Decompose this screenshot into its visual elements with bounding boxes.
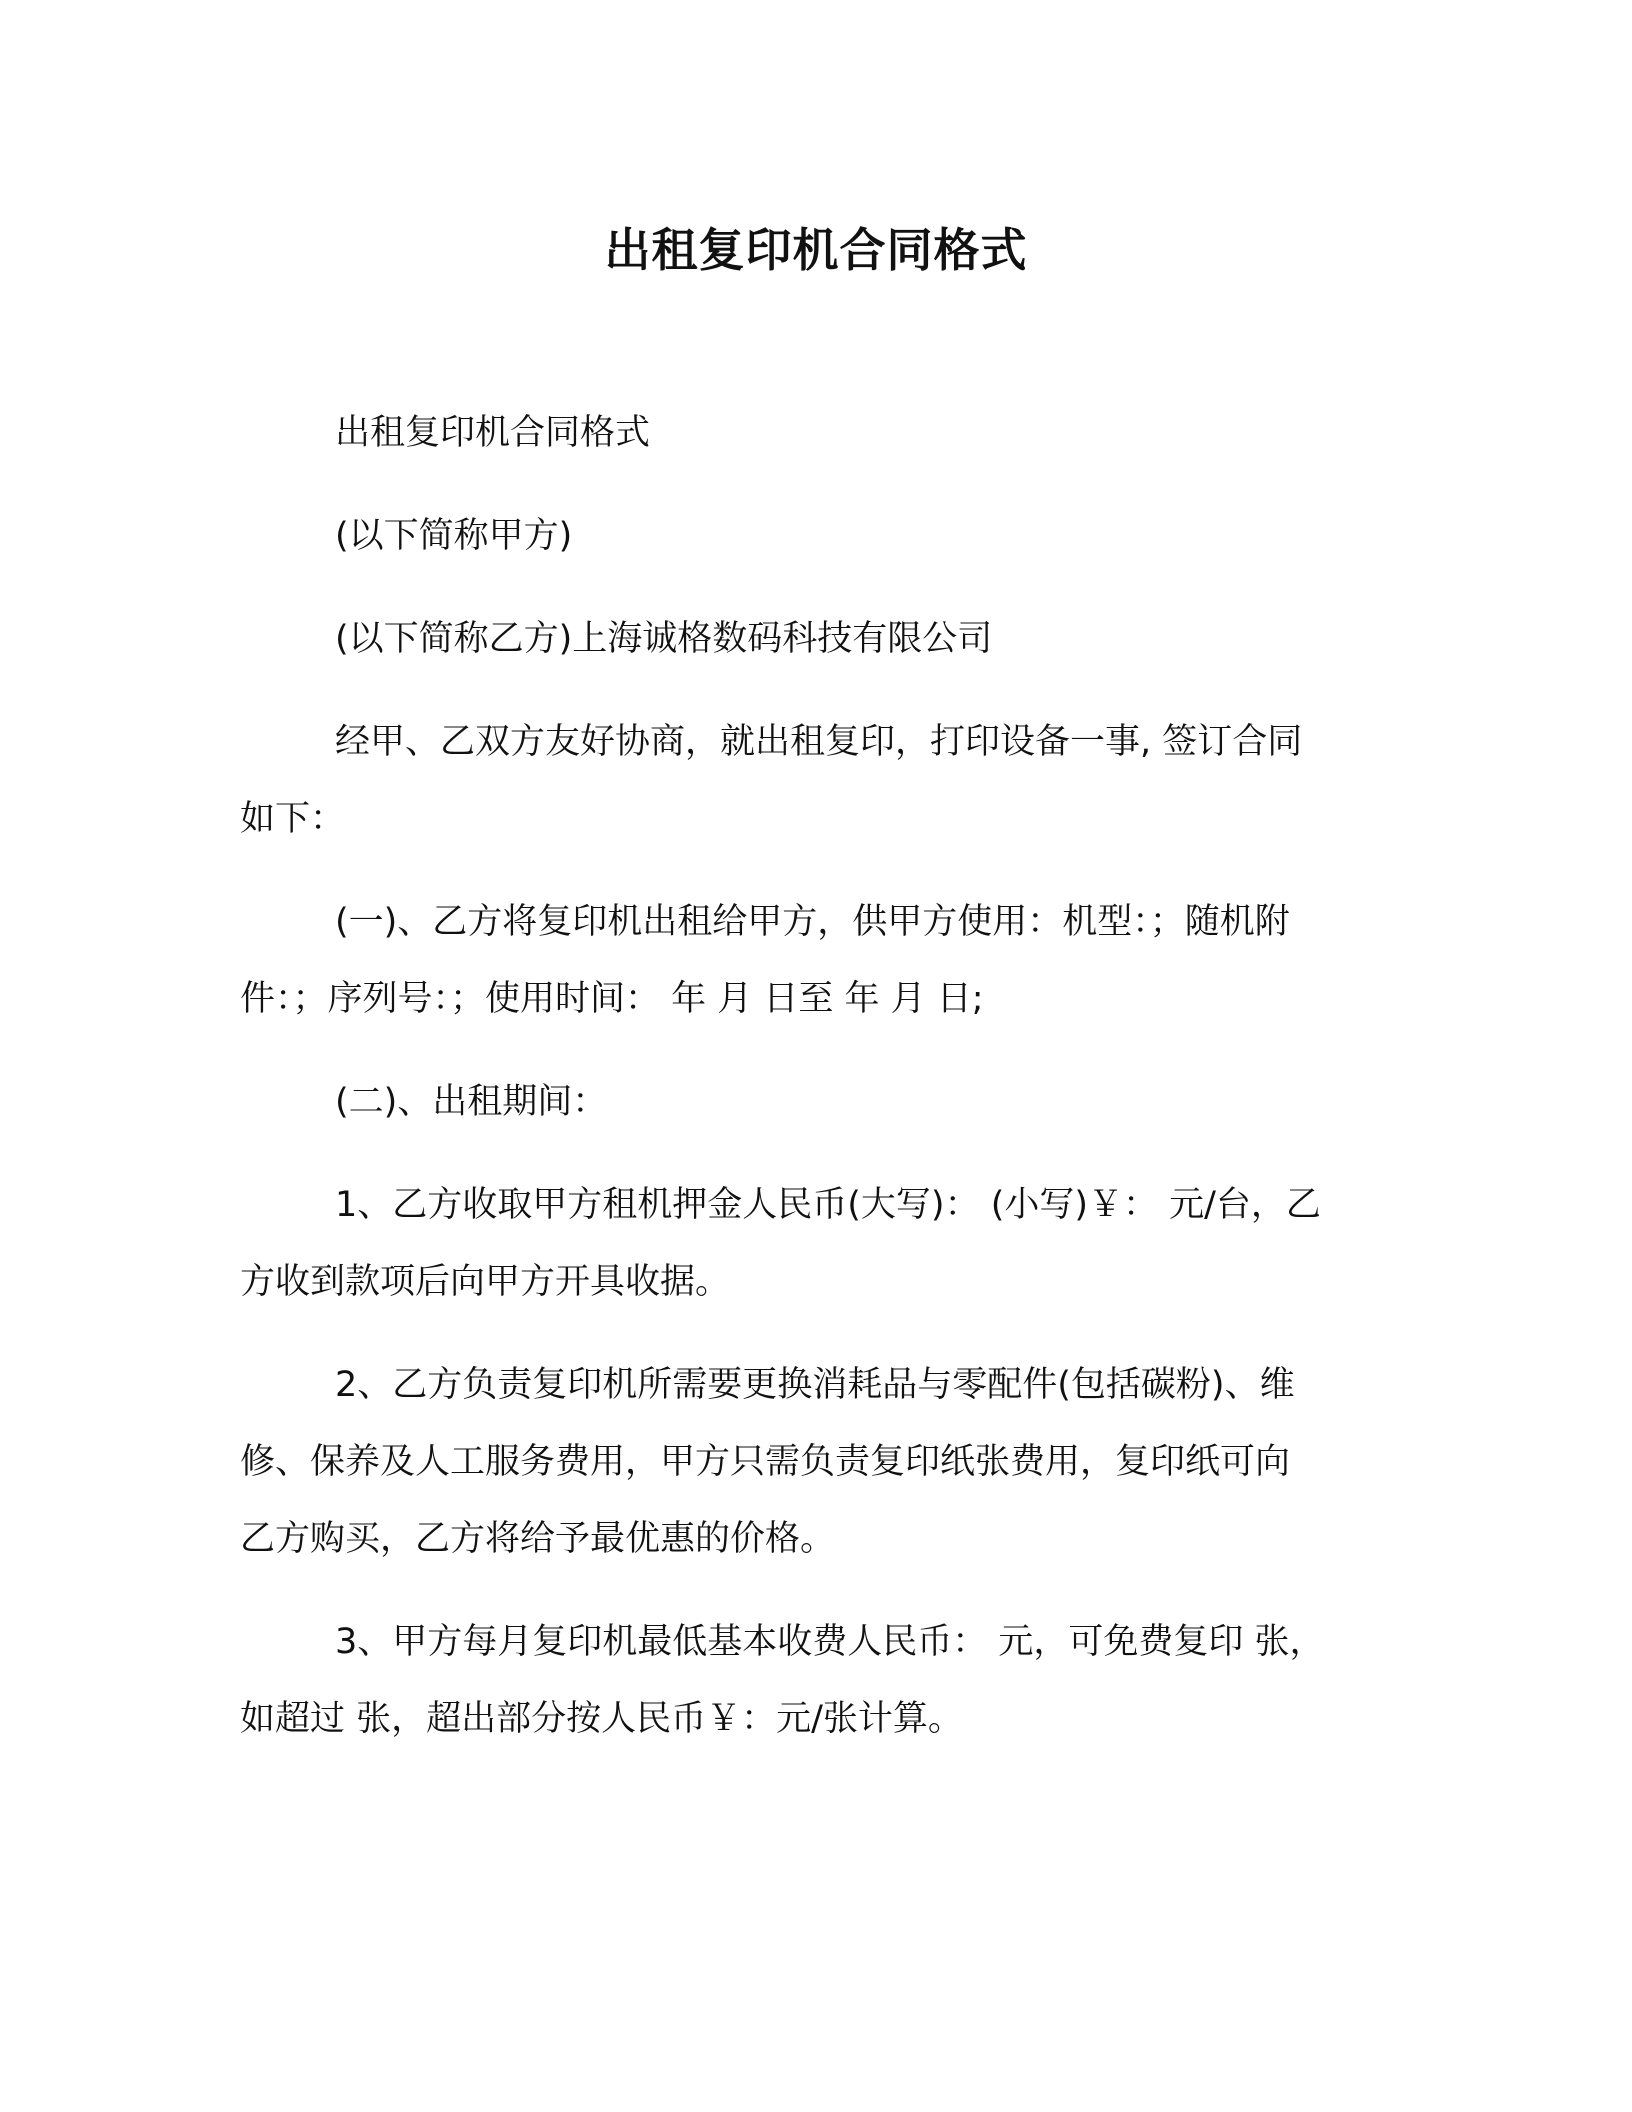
document-title: 出租复印机合同格式 bbox=[604, 223, 1028, 277]
paragraph-line: (一)、乙方将复印机出租给甲方，供甲方使用：机型：；随机附 bbox=[335, 902, 1290, 942]
paragraph-line: 方收到款项后向甲方开具收据。 bbox=[240, 1262, 731, 1302]
paragraph-line: (以下简称甲方) bbox=[335, 516, 573, 556]
paragraph-line: 经甲、乙双方友好协商，就出租复印，打印设备一事, 签订合同 bbox=[335, 722, 1303, 762]
paragraph-line: 1、乙方收取甲方租机押金人民币(大写)： (小写)￥： 元/台，乙 bbox=[335, 1185, 1321, 1225]
paragraph-heading bbox=[240, 395, 1364, 472]
paragraph-line: 修、保养及人工服务费用，甲方只需负责复印纸张费用，复印纸可向 bbox=[240, 1442, 1291, 1482]
paragraph-clause-1 bbox=[240, 884, 1364, 1038]
paragraph-line: 件：；序列号：；使用时间： 年 月 日至 年 月 日; bbox=[240, 979, 984, 1019]
paragraph-line: 3、甲方每月复印机最低基本收费人民币： 元，可免费复印 张， bbox=[335, 1622, 1325, 1662]
paragraph-line: (二)、出租期间： bbox=[335, 1082, 608, 1122]
document-body bbox=[240, 395, 1364, 1784]
paragraph-party-a bbox=[240, 498, 1364, 575]
paragraph-line: 2、乙方负责复印机所需要更换消耗品与零配件(包括碳粉)、维 bbox=[335, 1365, 1295, 1405]
paragraph-line: (以下简称乙方)上海诚格数码科技有限公司 bbox=[335, 619, 993, 659]
paragraph-line: 出租复印机合同格式 bbox=[335, 413, 651, 453]
paragraph-agreement-intro bbox=[240, 704, 1364, 858]
paragraph-item-3 bbox=[240, 1604, 1364, 1758]
paragraph-item-1 bbox=[240, 1167, 1364, 1321]
paragraph-party-b bbox=[240, 601, 1364, 678]
paragraph-clause-2-heading bbox=[240, 1064, 1364, 1141]
paragraph-item-2 bbox=[240, 1347, 1364, 1578]
paragraph-line: 如下： bbox=[240, 799, 346, 839]
paragraph-line: 如超过 张，超出部分按人民币￥：元/张计算。 bbox=[240, 1699, 963, 1739]
paragraph-line: 乙方购买，乙方将给予最优惠的价格。 bbox=[240, 1519, 836, 1559]
